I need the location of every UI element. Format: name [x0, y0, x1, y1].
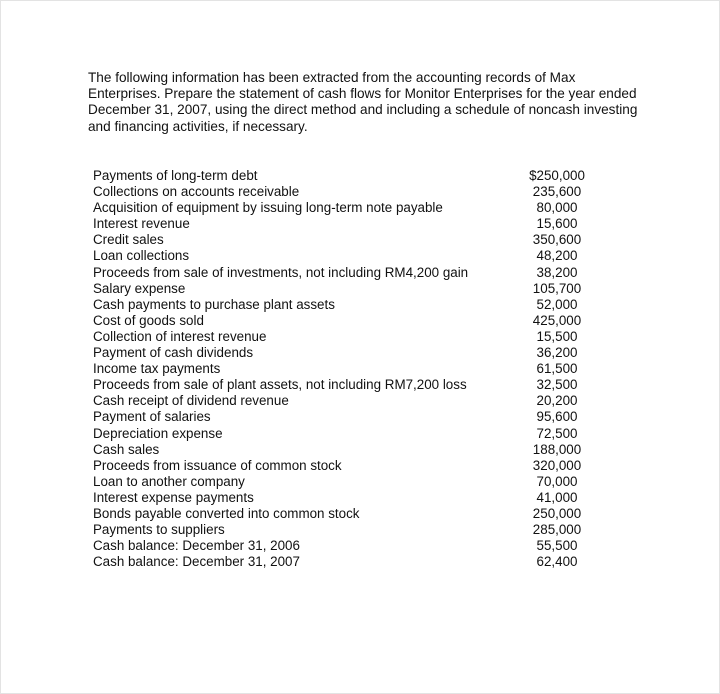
row-amount: 20,200 [536, 393, 578, 409]
row-amount: 72,500 [536, 425, 578, 441]
table-row [93, 554, 593, 570]
row-label: Cost of goods sold [93, 312, 204, 328]
row-amount: 105,700 [532, 280, 582, 296]
table-row [93, 426, 593, 442]
row-label: Bonds payable converted into common stock [93, 505, 360, 521]
row-label: Payment of cash dividends [93, 345, 254, 361]
table-row [93, 409, 593, 425]
row-amount: 62,400 [536, 554, 578, 570]
table-row [93, 184, 593, 200]
row-label: Payments to suppliers [93, 522, 225, 538]
problem-instructions: The following information has been extracted from the accounting records of Max Enterprises. Prepare the statement of cash flows for Monitor Enterprises for the year ended December 31, 2007, using the direct method and including a schedule of noncash investing and financing activities, if necessary. [88, 70, 638, 134]
account-data-table [93, 168, 593, 570]
row-label: Income tax payments [93, 361, 221, 377]
row-amount: 235,600 [532, 184, 582, 200]
table-row [93, 297, 593, 313]
table-row [93, 377, 593, 393]
row-label: Acquisition of equipment by issuing long-term note payable [93, 200, 443, 216]
row-label: Interest revenue [93, 216, 190, 232]
row-label: Cash balance: December 31, 2006 [93, 538, 300, 554]
table-row [93, 522, 593, 538]
row-amount: 350,600 [532, 232, 582, 248]
row-label: Proceeds from sale of investments, not including RM4,200 gain [93, 264, 469, 280]
row-amount: 55,500 [536, 538, 578, 554]
row-amount: 285,000 [532, 522, 582, 538]
row-label: Cash sales [93, 441, 160, 457]
row-label: Collections on accounts receivable [93, 184, 300, 200]
row-label: Salary expense [93, 280, 186, 296]
row-label: Loan collections [93, 248, 190, 264]
row-amount: 188,000 [532, 441, 582, 457]
table-row [93, 474, 593, 490]
table-row [93, 393, 593, 409]
table-row [93, 281, 593, 297]
table-row [93, 232, 593, 248]
table-row [93, 345, 593, 361]
row-amount: 61,500 [536, 361, 578, 377]
row-amount: 15,500 [536, 328, 578, 344]
row-label: Proceeds from issuance of common stock [93, 457, 342, 473]
row-label: Cash receipt of dividend revenue [93, 393, 289, 409]
row-label: Depreciation expense [93, 425, 223, 441]
row-label: Collection of interest revenue [93, 328, 267, 344]
table-row [93, 168, 593, 184]
row-amount: 425,000 [532, 312, 582, 328]
row-label: Cash balance: December 31, 2007 [93, 554, 300, 570]
table-row [93, 490, 593, 506]
row-label: Proceeds from sale of plant assets, not including RM7,200 loss [93, 377, 467, 393]
table-row [93, 265, 593, 281]
row-amount: 15,600 [536, 216, 578, 232]
table-row [93, 313, 593, 329]
table-row [93, 458, 593, 474]
row-amount: 41,000 [536, 489, 578, 505]
row-amount: 70,000 [536, 473, 578, 489]
row-amount: 36,200 [536, 345, 578, 361]
row-label: Loan to another company [93, 473, 245, 489]
table-row [93, 329, 593, 345]
table-row [93, 442, 593, 458]
table-row [93, 216, 593, 232]
table-row [93, 361, 593, 377]
row-amount: 250,000 [532, 505, 582, 521]
row-amount: 52,000 [536, 296, 578, 312]
row-amount: 80,000 [536, 200, 578, 216]
row-amount: 95,600 [536, 409, 578, 425]
row-amount: 320,000 [532, 457, 582, 473]
row-label: Credit sales [93, 232, 164, 248]
row-amount: 48,200 [536, 248, 578, 264]
row-amount: 32,500 [536, 377, 578, 393]
table-row [93, 538, 593, 554]
row-label: Interest expense payments [93, 489, 254, 505]
row-label: Cash payments to purchase plant assets [93, 296, 335, 312]
row-label: Payment of salaries [93, 409, 211, 425]
row-amount: $250,000 [529, 168, 585, 183]
row-label: Payments of long-term debt [93, 168, 258, 183]
row-amount: 38,200 [536, 264, 578, 280]
table-row [93, 200, 593, 216]
table-row [93, 248, 593, 264]
table-row [93, 506, 593, 522]
